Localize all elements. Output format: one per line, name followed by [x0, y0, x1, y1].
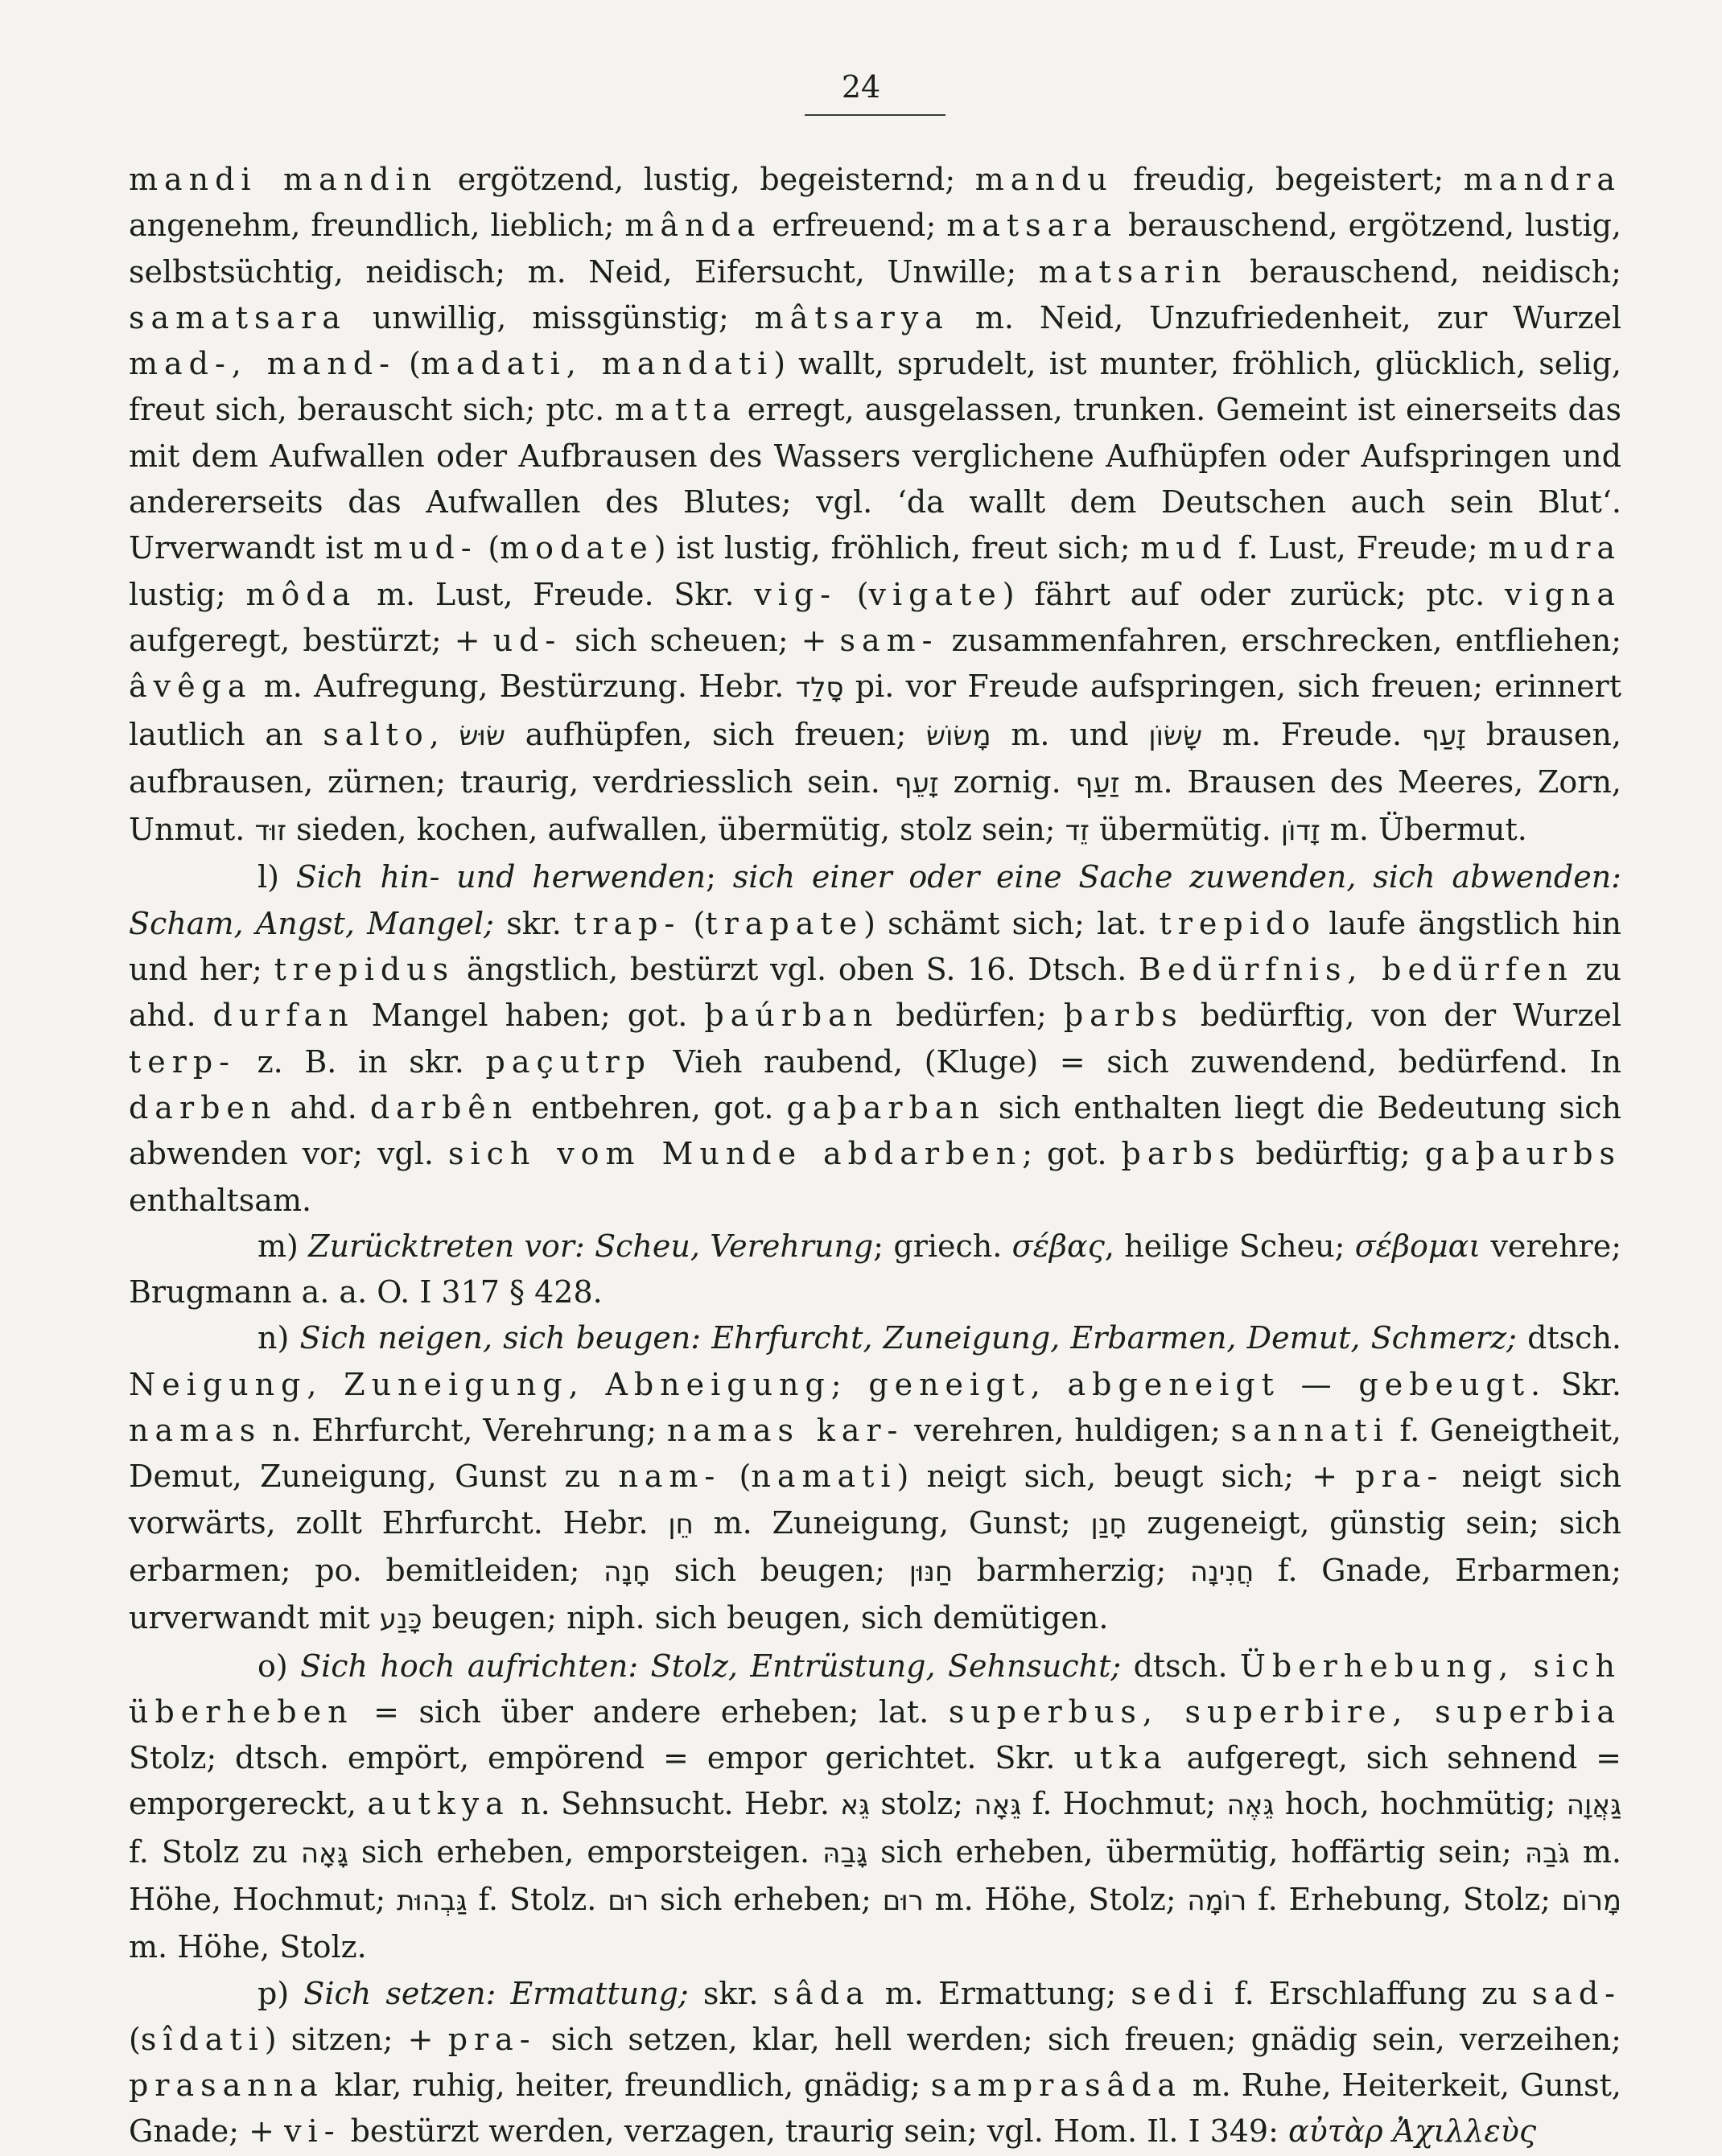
spaced-term: þaúrban — [704, 998, 880, 1034]
spaced-term: matta — [615, 392, 737, 428]
spaced-term: matsarin — [1038, 253, 1228, 290]
text-run: bedürftig; — [1241, 1136, 1425, 1172]
hebrew-word: גֵּאָה — [974, 1789, 1022, 1822]
spaced-term: þarbs — [1121, 1136, 1242, 1172]
spaced-term: trepido — [1159, 905, 1316, 941]
hebrew-word: גָּבַהּ — [822, 1837, 868, 1870]
hebrew-word: זֵד — [1065, 815, 1090, 848]
text-run: f. Erhebung, Stolz; — [1246, 1881, 1562, 1917]
text-run: m. Höhe, Stolz. — [129, 1929, 367, 1965]
text-run: unwillig, missgünstig; — [346, 299, 755, 335]
text-run: bestürzt werden, verzagen, traurig sein; vgl. Hom. Il. I 349: — [340, 2113, 1288, 2150]
spaced-term: Überhebung, sich überheben — [129, 1648, 1621, 1730]
text-run: zornig. — [938, 763, 1076, 800]
hebrew-word: זוּד — [254, 815, 287, 848]
hebrew-word: רוּם — [882, 1884, 924, 1917]
text-run: ; griech. — [873, 1228, 1012, 1264]
text-run: Stolz; dtsch. empört, empörend = empor gerichtet. Skr. — [129, 1740, 1074, 1776]
spaced-term: þarbs — [1063, 998, 1184, 1034]
text-run: m. Neid, Unzufriedenheit, zur Wurzel — [949, 299, 1621, 335]
text-run: entbehren, got. — [518, 1089, 787, 1125]
spaced-term: matsara — [946, 208, 1118, 244]
spaced-term: terp- — [129, 1043, 236, 1080]
hebrew-word: רוּם — [608, 1884, 649, 1917]
spaced-term: gaþaurbs — [1424, 1136, 1621, 1172]
text-run: ( — [836, 576, 869, 612]
text-run: ( — [129, 2021, 141, 2057]
spaced-term: paçutrp — [485, 1043, 652, 1080]
hebrew-word: גֵּאֶה — [1226, 1789, 1275, 1822]
spaced-term: mandra — [1463, 162, 1621, 197]
text-run: bedürftig, von der Wurzel — [1183, 998, 1621, 1034]
text-run: ; got. — [1022, 1136, 1122, 1172]
spaced-term: salto — [323, 716, 430, 752]
paragraph — [129, 1971, 1621, 2155]
italic-phrase: Sich hin- und herwenden — [295, 859, 707, 895]
text-run: z. B. in skr. — [236, 1043, 486, 1080]
text-run: zugeneigt, günstig sein; sich erbarmen; po. bemitleiden; — [129, 1504, 1621, 1588]
spaced-term: madati, mandati — [420, 346, 774, 382]
text-run: freudig, begeistert; — [1113, 162, 1464, 197]
text-run: m. und — [991, 716, 1149, 752]
text-run: berauschend, neidisch; — [1227, 253, 1621, 290]
text-run: ( — [681, 905, 706, 941]
text-run: laufe ängstlich hin und her; — [129, 905, 1621, 988]
text-run: f. Hochmut; — [1021, 1786, 1227, 1822]
text-run: f. Erschlaffung zu — [1219, 1975, 1532, 2011]
text-run: sich erheben; — [649, 1881, 883, 1917]
hebrew-word: כָּנַע — [379, 1603, 422, 1636]
text-run: ) wallt, sprudelt, ist munter, fröhlich, glücklich, selig, freut sich, berauscht sich; ptc. — [129, 346, 1621, 428]
italic-phrase: Sich hoch aufrichten: Stolz, Entrüstung, Sehnsucht; — [300, 1648, 1122, 1684]
hebrew-word: חֵן — [668, 1508, 694, 1541]
text-run: ergötzend, lustig, begeisternd; — [438, 162, 975, 197]
text-run: f. Geneigtheit, Demut, Zuneigung, Gunst zu — [129, 1413, 1621, 1495]
spaced-term: sîdati — [140, 2021, 265, 2057]
spaced-term: autkya — [367, 1786, 510, 1822]
italic-phrase: Sich setzen: Ermattung; — [303, 1975, 689, 2011]
text-run: p) — [257, 1975, 304, 2011]
spaced-term: pra- — [1355, 1459, 1444, 1495]
text-run: f. Stolz zu — [129, 1833, 301, 1870]
spaced-term: ud- — [492, 622, 562, 658]
spaced-term: sam- — [839, 622, 939, 658]
hebrew-word: מָרוֹם — [1561, 1884, 1621, 1917]
text-run: sieden, kochen, aufwallen, übermütig, stolz sein; — [286, 812, 1065, 848]
italic-phrase: σέβομαι — [1354, 1228, 1481, 1264]
italic-phrase: sich einer oder eine Sache zuwenden, sich abwenden: Scham, Angst, Mangel; — [129, 859, 1621, 941]
spaced-term: samatsara — [129, 299, 347, 335]
hebrew-word: גָּאָה — [300, 1837, 348, 1870]
paragraph — [129, 854, 1621, 1223]
text-run: skr. — [493, 905, 575, 941]
italic-phrase: Sich neigen, sich beugen: Ehrfurcht, Zuneigung, Erbarmen, Demut, Schmerz; — [299, 1320, 1517, 1356]
text-run: m. Ermattung; — [870, 1975, 1131, 2011]
text-run: Vieh raubend, (Kluge) = sich zuwendend, bedürfend. In — [651, 1043, 1621, 1080]
paragraph — [129, 1644, 1621, 1971]
italic-phrase: αὐτὰρ Ἀχιλλεὺς — [1287, 2113, 1537, 2150]
text-run: ( — [396, 346, 421, 382]
text-run: neigt sich vorwärts, zollt Ehrfurcht. Hebr. — [129, 1459, 1622, 1541]
text-run: m. Ruhe, Heiterkeit, Gunst, Gnade; + — [129, 2068, 1621, 2150]
spaced-term: namas kar- — [666, 1413, 904, 1449]
hebrew-word: גֹּבַהּ — [1524, 1837, 1570, 1870]
spaced-term: superbus, superbire, superbia — [948, 1693, 1621, 1730]
paragraph — [129, 1315, 1621, 1643]
text-run: enthaltsam. — [129, 1182, 312, 1218]
spaced-term: namati — [751, 1459, 897, 1495]
paragraph — [129, 1224, 1621, 1316]
spaced-term: samprasâda — [930, 2068, 1183, 2104]
text-run: , — [429, 716, 459, 752]
spaced-term: mud — [1140, 530, 1229, 566]
spaced-term: mad-, mand- — [129, 346, 397, 382]
text-run: ) sitzen; + — [264, 2021, 448, 2057]
spaced-term: vigna — [1505, 576, 1621, 612]
hebrew-word: גֵּא — [840, 1789, 871, 1822]
text-run: sich beugen; — [650, 1552, 909, 1588]
spaced-term: durfan — [212, 998, 355, 1034]
text-run: m) — [257, 1228, 309, 1264]
spaced-term: âvêga — [129, 669, 253, 705]
hebrew-word: חֲנִינָה — [1189, 1555, 1254, 1588]
text-run: erfreuend; — [761, 208, 947, 244]
text-run: sich erheben, übermütig, hoffärtig sein; — [867, 1833, 1525, 1870]
paragraph — [129, 157, 1621, 854]
hebrew-word: חָנָה — [604, 1555, 651, 1588]
text-run: l) — [257, 859, 296, 895]
hebrew-word: גַּאֲוָה — [1566, 1789, 1621, 1822]
spaced-term: sannati — [1230, 1413, 1390, 1449]
spaced-term: mud- — [373, 530, 478, 566]
spaced-term: sâda — [772, 1975, 871, 2011]
text-run: aufhüpfen, sich freuen; — [505, 716, 927, 752]
hebrew-word: שׂוּשׂ — [459, 719, 505, 752]
hebrew-word: חָנַן — [1090, 1508, 1127, 1541]
text-run: m. Brausen des Meeres, Zorn, Unmut. — [129, 763, 1621, 848]
text-run: sich setzen, klar, hell werden; sich freuen; gnädig sein, verzeihen; — [536, 2021, 1621, 2057]
text-run: Mangel haben; got. — [354, 998, 705, 1034]
text-run: ) schämt sich; lat. — [863, 905, 1160, 941]
hebrew-word: זָעַף — [1421, 719, 1467, 752]
text-run: ; — [706, 859, 733, 895]
text-run: ) ist lustig, fröhlich, freut sich; — [653, 530, 1141, 566]
hebrew-word: גַּבְהוּת — [397, 1884, 468, 1917]
spaced-term: pra- — [447, 2021, 537, 2057]
hebrew-word: סָלַד — [795, 672, 844, 705]
text-run: ( — [477, 530, 501, 566]
spaced-term: sedi — [1131, 1975, 1220, 2011]
text-run: n) — [257, 1320, 300, 1356]
page-number-rule — [805, 114, 945, 116]
spaced-term: vigate — [868, 576, 1003, 612]
spaced-term: Bedürfnis, bedürfen — [1139, 952, 1574, 988]
text-run: m. Lust, Freude. Skr. — [356, 576, 755, 612]
text-run: ängstlich, bestürzt vgl. oben S. 16. Dtsch. — [455, 952, 1139, 988]
text-run: ( — [721, 1459, 752, 1495]
hebrew-word: מָשׂוֹשׂ — [926, 719, 991, 752]
text-run: , heilige Scheu; — [1104, 1228, 1355, 1264]
spaced-term: Neigung, Zuneigung, Abneigung; geneigt, abgeneigt — gebeugt. — [129, 1366, 1547, 1402]
text-run: lustig; — [129, 576, 246, 612]
spaced-term: trapate — [705, 905, 864, 941]
spaced-term: mandi mandin — [129, 162, 439, 197]
spaced-term: gaþarban — [786, 1089, 986, 1125]
text-run: hoch, hochmütig; — [1274, 1786, 1567, 1822]
text-run: bedürfen; — [879, 998, 1064, 1034]
text-run: skr. — [688, 1975, 773, 2011]
text-run: m. Aufregung, Bestürzung. Hebr. — [252, 669, 796, 705]
text-run: barmherzig; — [953, 1552, 1190, 1588]
text-run: berauschend, ergötzend, lustig, selbstsüchtig, neidisch; m. Neid, Eifersucht, Unwille; — [129, 208, 1622, 290]
spaced-term: modate — [500, 530, 654, 566]
hebrew-word: רוֹמָה — [1187, 1884, 1247, 1917]
spaced-term: mudra — [1488, 530, 1622, 566]
spaced-term: darben — [129, 1089, 278, 1125]
text-run: m. Freude. — [1202, 716, 1422, 752]
text-run: erregt, ausgelassen, trunken. Gemeint ist einerseits das mit dem Aufwallen oder Aufbrausen des Wassers verglichene Aufhüpfen oder Aufspringen und andererseits das Aufwallen des Blutes; vgl. ‘da wallt dem Deutschen auch sein Blut‘. Urverwandt ist — [129, 392, 1621, 566]
text-run: stolz; — [870, 1786, 974, 1822]
spaced-term: utka — [1073, 1740, 1168, 1776]
text-run: klar, ruhig, heiter, freundlich, gnädig; — [323, 2068, 931, 2104]
text-run: angenehm, freundlich, lieblich; — [129, 208, 625, 244]
body-text — [129, 157, 1621, 2155]
text-run: n. Sehnsucht. Hebr. — [509, 1786, 841, 1822]
text-run: dtsch. — [1121, 1648, 1240, 1684]
text-run: Skr. — [1547, 1366, 1621, 1402]
italic-phrase: Zurücktreten vor: Scheu, Verehrung — [308, 1228, 874, 1264]
spaced-term: trepidus — [274, 952, 455, 988]
text-run: aufgeregt, bestürzt; + — [129, 622, 493, 658]
text-run: f. Gnade, Erbarmen; urverwandt mit — [129, 1552, 1621, 1636]
text-run: beugen; niph. sich beugen, sich demütigen. — [422, 1600, 1109, 1636]
text-run: o) — [257, 1648, 301, 1684]
text-run: brausen, aufbrausen, zürnen; traurig, verdriesslich sein. — [129, 716, 1621, 800]
text-run: f. Lust, Freude; — [1228, 530, 1489, 566]
spaced-term: mâtsarya — [754, 299, 950, 335]
italic-phrase: σέβας — [1011, 1228, 1105, 1264]
text-run: übermütig. — [1089, 812, 1281, 848]
spaced-term: prasanna — [129, 2068, 324, 2104]
text-run: ) fährt auf oder zurück; ptc. — [1002, 576, 1506, 612]
spaced-term: darbên — [369, 1089, 519, 1125]
spaced-term: vi- — [284, 2113, 341, 2150]
text-run: m. Höhe, Stolz; — [923, 1881, 1188, 1917]
spaced-term: sich vom Munde abdarben — [447, 1136, 1023, 1172]
text-run: aufgeregt, sich sehnend = emporgereckt, — [129, 1740, 1621, 1822]
hebrew-word: זָדוֹן — [1280, 815, 1320, 848]
text-run: ahd. — [277, 1089, 370, 1125]
text-run: m. Zuneigung, Gunst; — [693, 1504, 1091, 1541]
text-run: m. Übermut. — [1320, 812, 1527, 848]
spaced-term: vig- — [754, 576, 837, 612]
hebrew-word: חַנּוּן — [908, 1555, 954, 1588]
spaced-term: sad- — [1531, 1975, 1622, 2011]
text-run: dtsch. — [1516, 1320, 1621, 1356]
text-run: verehre; Brugmann a. a. O. I 317 § 428. — [129, 1228, 1622, 1310]
text-run: ) neigt sich, beugt sich; + — [896, 1459, 1356, 1495]
page-number: 24 — [841, 69, 881, 105]
spaced-term: môda — [245, 576, 357, 612]
text-run: sich enthalten liegt die Bedeutung sich abwenden vor; vgl. — [129, 1089, 1621, 1172]
spaced-term: nam- — [618, 1459, 722, 1495]
text-run: sich scheuen; + — [562, 622, 840, 658]
hebrew-word: שָׂשׂוֹן — [1148, 719, 1203, 752]
spaced-term: mandu — [974, 162, 1114, 197]
text-run: pi. vor Freude aufspringen, sich freuen; erinnert lautlich an — [129, 669, 1621, 752]
text-run: = sich über andere erheben; lat. — [353, 1693, 949, 1730]
text-run: f. Stolz. — [467, 1881, 608, 1917]
text-run: verehren, huldigen; — [904, 1413, 1231, 1449]
hebrew-word: זַעַף — [1075, 767, 1120, 800]
spaced-term: trap- — [574, 905, 682, 941]
spaced-term: mânda — [624, 208, 762, 244]
spaced-term: namas — [129, 1413, 262, 1449]
hebrew-word: זָעֵף — [894, 767, 939, 800]
text-run: zu ahd. — [129, 952, 1622, 1034]
text-run: sich erheben, emporsteigen. — [348, 1833, 823, 1870]
text-run: n. Ehrfurcht, Verehrung; — [262, 1413, 667, 1449]
text-run: m. Höhe, Hochmut; — [129, 1833, 1621, 1917]
text-run: zusammenfahren, erschrecken, entfliehen; — [938, 622, 1621, 658]
